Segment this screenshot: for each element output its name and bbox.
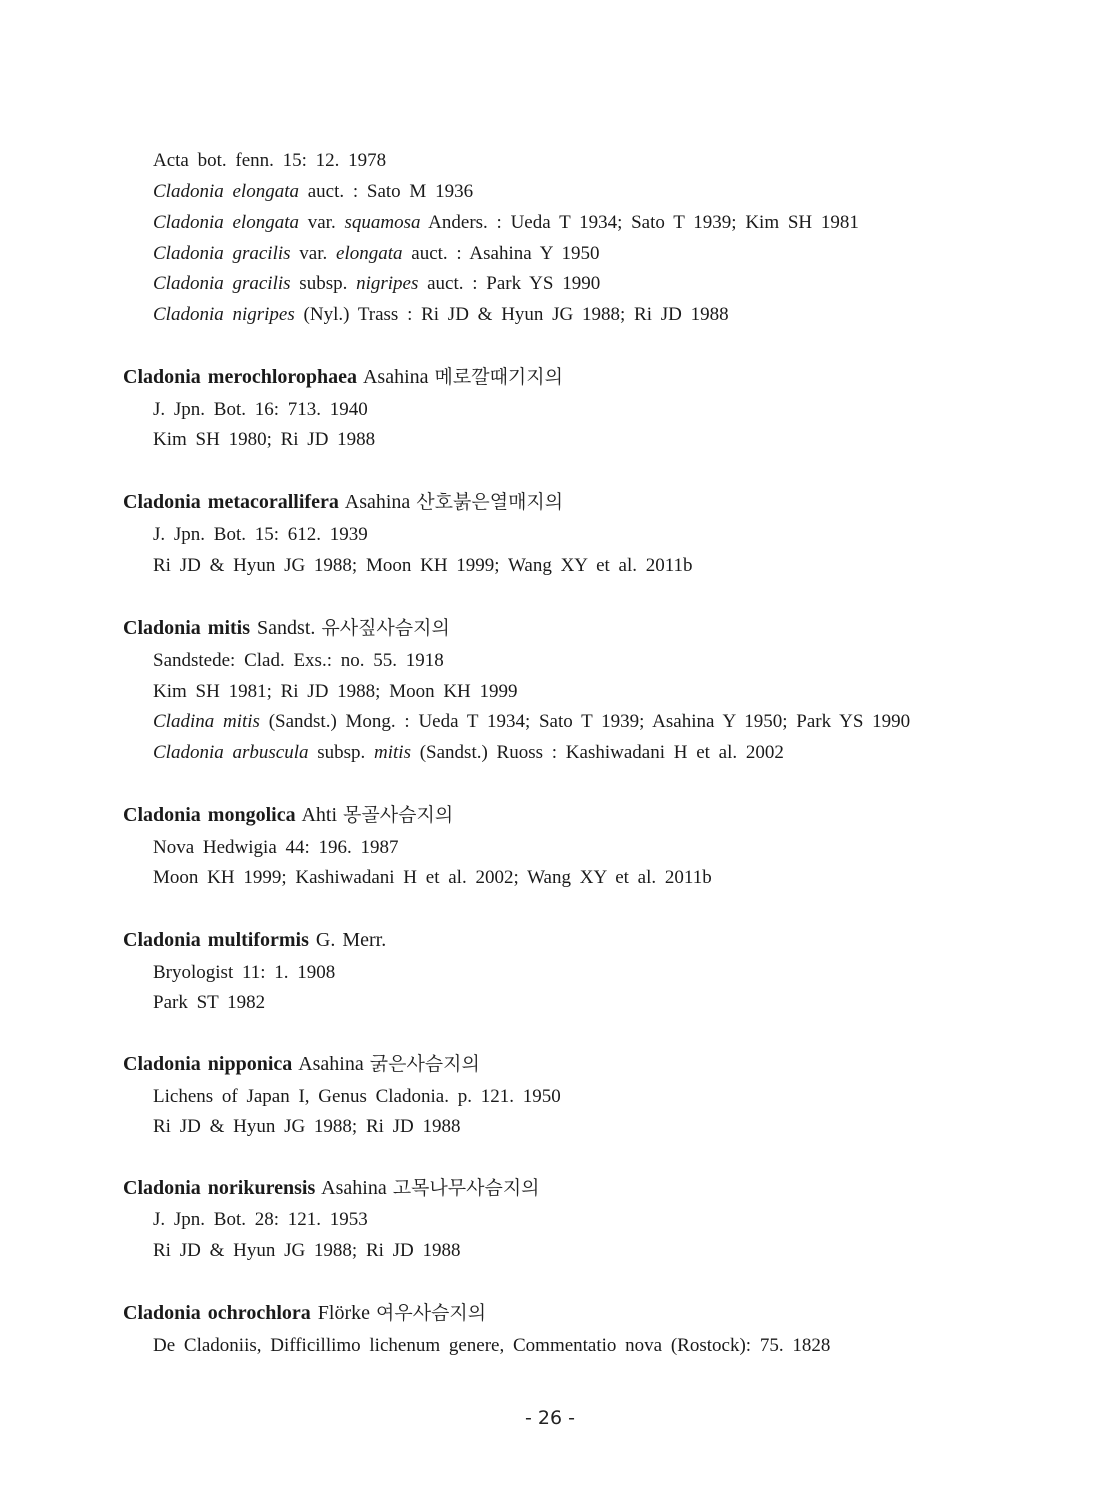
synonym-line: Cladonia elongata auct. : Sato M 1936 xyxy=(153,181,474,202)
synonym-line: Cladonia gracilis subsp. nigripes auct. : Park YS 1990 xyxy=(153,273,601,294)
citation-line: Sandstede: Clad. Exs.: no. 55. 1918 xyxy=(153,650,444,671)
species-heading: Cladonia mitis Sandst. 유사짚사슴지의 xyxy=(123,617,450,639)
reference-line: Park ST 1982 xyxy=(153,992,266,1013)
citation-line: J. Jpn. Bot. 16: 713. 1940 xyxy=(153,399,368,420)
species-heading: Cladonia merochlorophaea Asahina 메로깔때기지의 xyxy=(123,366,563,388)
page-number: - 26 - xyxy=(525,1407,575,1429)
species-heading: Cladonia nipponica Asahina 굵은사슴지의 xyxy=(123,1053,480,1075)
synonym-line: Cladina mitis (Sandst.) Mong. : Ueda T 1934; Sato T 1939; Asahina Y 1950; Park YS 1990 xyxy=(153,711,911,732)
reference-line: Ri JD & Hyun JG 1988; Ri JD 1988 xyxy=(153,1240,461,1261)
species-heading: Cladonia multiformis G. Merr. xyxy=(123,929,387,951)
reference-line: Ri JD & Hyun JG 1988; Moon KH 1999; Wang XY et al. 2011b xyxy=(153,555,693,576)
reference-line: Moon KH 1999; Kashiwadani H et al. 2002; Wang XY et al. 2011b xyxy=(153,867,712,888)
reference-line: Ri JD & Hyun JG 1988; Ri JD 1988 xyxy=(153,1116,461,1137)
synonym-line: Cladonia gracilis var. elongata auct. : Asahina Y 1950 xyxy=(153,243,600,264)
synonym-line: Cladonia arbuscula subsp. mitis (Sandst.) Ruoss : Kashiwadani H et al. 2002 xyxy=(153,742,784,763)
species-heading: Cladonia norikurensis Asahina 고목나무사슴지의 xyxy=(123,1177,540,1199)
citation-line: De Cladoniis, Difficillimo lichenum genere, Commentatio nova (Rostock): 75. 1828 xyxy=(153,1335,831,1356)
reference-line: Kim SH 1981; Ri JD 1988; Moon KH 1999 xyxy=(153,681,518,702)
species-heading: Cladonia metacorallifera Asahina 산호붉은열매지의 xyxy=(123,491,564,513)
species-heading: Cladonia ochrochlora Flörke 여우사슴지의 xyxy=(123,1302,487,1324)
citation-line: J. Jpn. Bot. 28: 121. 1953 xyxy=(153,1209,368,1230)
citation-line: Acta bot. fenn. 15: 12. 1978 xyxy=(153,150,387,171)
reference-line: Kim SH 1980; Ri JD 1988 xyxy=(153,429,376,450)
species-heading: Cladonia mongolica Ahti 몽골사슴지의 xyxy=(123,804,454,826)
synonym-line: Cladonia elongata var. squamosa Anders. : Ueda T 1934; Sato T 1939; Kim SH 1981 xyxy=(153,212,859,233)
citation-line: Lichens of Japan I, Genus Cladonia. p. 121. 1950 xyxy=(153,1086,561,1107)
citation-line: Bryologist 11: 1. 1908 xyxy=(153,962,336,983)
citation-line: J. Jpn. Bot. 15: 612. 1939 xyxy=(153,524,368,545)
synonym-line: Cladonia nigripes (Nyl.) Trass : Ri JD & Hyun JG 1988; Ri JD 1988 xyxy=(153,304,729,325)
citation-line: Nova Hedwigia 44: 196. 1987 xyxy=(153,837,399,858)
